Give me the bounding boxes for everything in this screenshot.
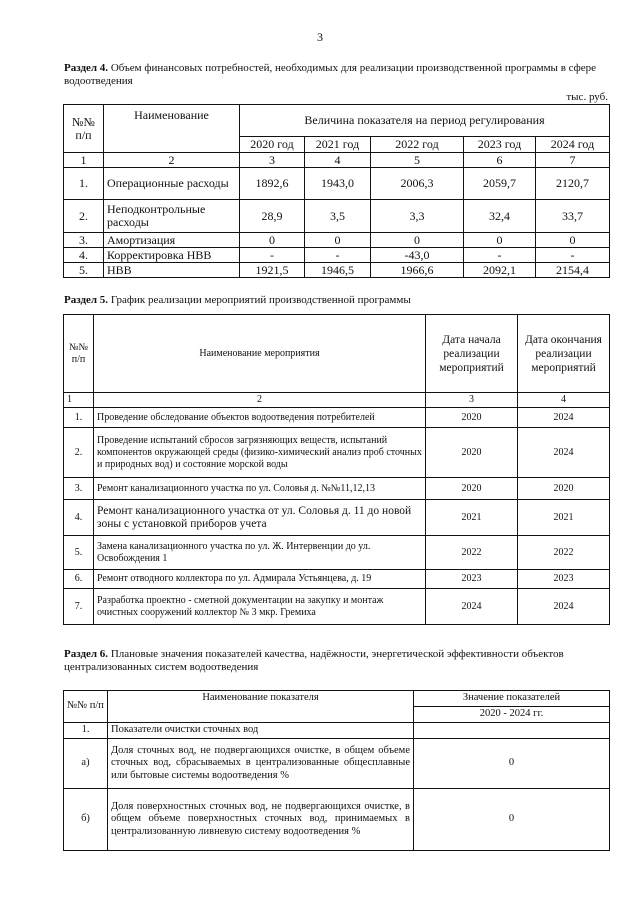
row-value: 32,4 — [464, 200, 536, 233]
row-end: 2024 — [518, 408, 610, 428]
row-num: 4. — [64, 500, 94, 536]
header-year: 2020 год — [240, 137, 305, 153]
row-num: 3. — [64, 478, 94, 500]
row-value: 0 — [464, 233, 536, 248]
section-4-heading — [64, 62, 612, 88]
row-start: 2020 — [426, 408, 518, 428]
row-start: 2022 — [426, 536, 518, 570]
index-cell: 4 — [518, 393, 610, 408]
table-row — [64, 536, 610, 570]
table-row — [64, 168, 610, 200]
header-end-date: Дата окончания реализации мероприятий — [518, 315, 610, 393]
header-num: №№ п/п — [64, 691, 108, 723]
row-name: Амортизация — [104, 233, 240, 248]
row-num: а) — [64, 739, 108, 789]
row-num: 2. — [64, 428, 94, 478]
row-name: Неподконтрольные расходы — [104, 200, 240, 233]
row-num: 1. — [64, 168, 104, 200]
table-row — [64, 248, 610, 263]
row-name: Разработка проектно - сметной документации на закупку и монтаж очистных сооружений коллектор № 3 мкр. Гремиха — [94, 589, 426, 625]
row-value: 1892,6 — [240, 168, 305, 200]
index-row — [64, 393, 610, 408]
row-value: 2120,7 — [536, 168, 610, 200]
row-value: 0 — [305, 233, 371, 248]
schedule-table — [63, 314, 610, 625]
row-num: 7. — [64, 589, 94, 625]
table-row — [64, 789, 610, 851]
index-cell: 4 — [305, 153, 371, 168]
row-name: Корректировка НВВ — [104, 248, 240, 263]
row-name: Ремонт отводного коллектора по ул. Адмирала Устьянцева, д. 19 — [94, 570, 426, 589]
header-name: Наименование показателя — [108, 691, 414, 723]
row-start: 2020 — [426, 478, 518, 500]
row-num: 5. — [64, 536, 94, 570]
row-value: - — [464, 248, 536, 263]
table-row — [64, 570, 610, 589]
row-num: 5. — [64, 263, 104, 278]
row-value: 0 — [371, 233, 464, 248]
table-row — [64, 500, 610, 536]
index-cell: 5 — [371, 153, 464, 168]
header-name: Наименование — [104, 105, 240, 153]
row-name: Проведение обследование объектов водоотведения потребителей — [94, 408, 426, 428]
row-name: Ремонт канализационного участка от ул. Соловья д. 11 до новой зоны с установкой приборов учета — [94, 500, 426, 536]
row-name: Операционные расходы — [104, 168, 240, 200]
row-end: 2024 — [518, 589, 610, 625]
group-row — [64, 723, 610, 739]
header-year: 2024 год — [536, 137, 610, 153]
section-4-label: Раздел 4. — [64, 62, 109, 74]
row-value: 1921,5 — [240, 263, 305, 278]
index-cell: 7 — [536, 153, 610, 168]
index-cell: 1 — [64, 153, 104, 168]
row-start: 2021 — [426, 500, 518, 536]
section-6-heading — [64, 648, 612, 674]
row-end: 2024 — [518, 428, 610, 478]
page-number: 3 — [317, 30, 323, 44]
row-name: Доля поверхностных сточных вод, не подвергающихся очистке, в общем объеме поверхностных сточных вод, принимаемых в централизованную ливневую систему водоотведения % — [108, 789, 414, 851]
finance-table — [63, 104, 610, 278]
row-value: 2154,4 — [536, 263, 610, 278]
group-value-empty — [414, 723, 610, 739]
indicators-table — [63, 690, 610, 851]
section-4-title: Объем финансовых потребностей, необходимых для реализации производственной программы в сфере водоотведения — [64, 62, 597, 87]
header-value: Значение показателей — [414, 691, 610, 707]
row-start: 2020 — [426, 428, 518, 478]
section-5-title: График реализации мероприятий производственной программы — [110, 294, 411, 306]
row-end: 2020 — [518, 478, 610, 500]
row-value: 3,5 — [305, 200, 371, 233]
header-year: 2022 год — [371, 137, 464, 153]
row-num: 2. — [64, 200, 104, 233]
table-row — [64, 200, 610, 233]
table-row — [64, 478, 610, 500]
row-value: 2059,7 — [464, 168, 536, 200]
table-row — [64, 263, 610, 278]
row-value: 0 — [414, 789, 610, 851]
index-row — [64, 153, 610, 168]
group-name: Показатели очистки сточных вод — [108, 723, 414, 739]
index-cell: 3 — [240, 153, 305, 168]
row-end: 2022 — [518, 536, 610, 570]
table-row — [64, 739, 610, 789]
row-num: 3. — [64, 233, 104, 248]
row-value: 0 — [536, 233, 610, 248]
section-6-title: Плановые значения показателей качества, надёжности, энергетической эффективности объектов централизованных систем водоотведения — [64, 648, 564, 673]
row-name: Ремонт канализационного участка по ул. Соловья д. №№11,12,13 — [94, 478, 426, 500]
section-5-label: Раздел 5. — [64, 294, 109, 306]
table-row — [64, 428, 610, 478]
index-cell: 1 — [64, 393, 94, 408]
row-value: - — [305, 248, 371, 263]
header-year: 2021 год — [305, 137, 371, 153]
row-value: 0 — [240, 233, 305, 248]
index-cell: 2 — [104, 153, 240, 168]
row-name: Проведение испытаний сбросов загрязняющих веществ, испытаний компонентов окружающей среды (физико-химический анализ проб сточных и природных вод) и состояние морской воды — [94, 428, 426, 478]
row-start: 2024 — [426, 589, 518, 625]
row-value: 3,3 — [371, 200, 464, 233]
row-value: - — [240, 248, 305, 263]
row-num: б) — [64, 789, 108, 851]
row-name: Замена канализационного участка по ул. Ж. Интервенции до ул. Освобождения 1 — [94, 536, 426, 570]
section-5-heading — [64, 294, 612, 307]
row-value: 2092,1 — [464, 263, 536, 278]
index-cell: 6 — [464, 153, 536, 168]
row-start: 2023 — [426, 570, 518, 589]
row-value: - — [536, 248, 610, 263]
header-num: №№ п/п — [64, 105, 104, 153]
table-row — [64, 233, 610, 248]
header-num: №№ п/п — [64, 315, 94, 393]
row-value: 33,7 — [536, 200, 610, 233]
section-6-label: Раздел 6. — [64, 648, 109, 660]
group-num: 1. — [64, 723, 108, 739]
header-year: 2023 год — [464, 137, 536, 153]
table-row — [64, 408, 610, 428]
row-name: НВВ — [104, 263, 240, 278]
row-value: 2006,3 — [371, 168, 464, 200]
header-name: Наименование мероприятия — [94, 315, 426, 393]
header-start-date: Дата начала реализации мероприятий — [426, 315, 518, 393]
row-value: 1943,0 — [305, 168, 371, 200]
row-name: Доля сточных вод, не подвергающихся очистке, в общем объеме сточных вод, сбрасываемых в централизованные общесплавные или бытовые системы водоотведения % — [108, 739, 414, 789]
units-label: тыс. руб. — [566, 91, 608, 103]
header-period: 2020 - 2024 гг. — [414, 707, 610, 723]
row-num: 6. — [64, 570, 94, 589]
row-value: 1946,5 — [305, 263, 371, 278]
row-value: 28,9 — [240, 200, 305, 233]
row-num: 4. — [64, 248, 104, 263]
index-cell: 3 — [426, 393, 518, 408]
row-num: 1. — [64, 408, 94, 428]
header-period: Величина показателя на период регулирования — [240, 105, 610, 137]
row-value: 0 — [414, 739, 610, 789]
table-row — [64, 589, 610, 625]
row-end: 2021 — [518, 500, 610, 536]
row-value: -43,0 — [371, 248, 464, 263]
row-end: 2023 — [518, 570, 610, 589]
row-value: 1966,6 — [371, 263, 464, 278]
index-cell: 2 — [94, 393, 426, 408]
